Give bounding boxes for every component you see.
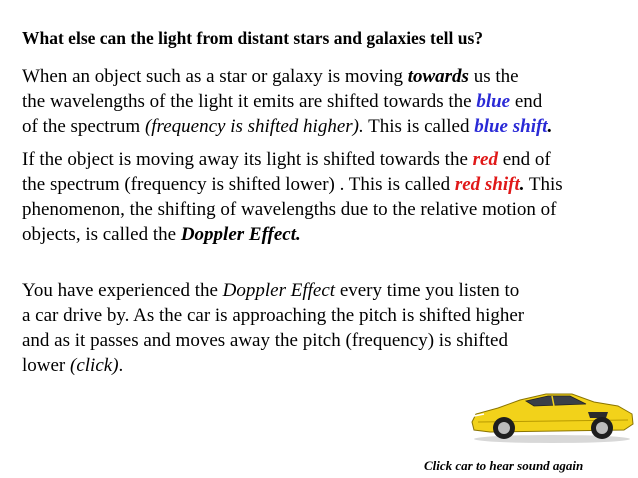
text: lower — [22, 355, 71, 376]
text: If the object is moving away its light is shifted towards the — [22, 149, 473, 170]
term-red-shift: red shift — [454, 174, 520, 195]
text: This — [524, 174, 563, 195]
text: the spectrum (frequency is shifted lower) . This is called — [22, 174, 455, 195]
click-hint: (click) — [70, 355, 119, 376]
text: phenomenon, the shifting of wavelengths due to the relative motion of — [22, 199, 557, 220]
emphasis-red: red — [472, 149, 498, 170]
term-blue-shift: blue shift — [474, 116, 548, 137]
text: every time you listen to — [335, 280, 520, 301]
emphasis-blue: blue — [476, 91, 511, 112]
text: end — [510, 91, 543, 112]
text: . — [118, 355, 124, 376]
text: the wavelengths of the light it emits are shifted towards the — [22, 91, 477, 112]
text: When an object such as a star or galaxy is moving — [22, 66, 408, 87]
text: end of — [497, 149, 551, 170]
text: . — [519, 174, 525, 195]
text: of the spectrum — [22, 116, 145, 137]
text: . — [547, 116, 553, 137]
emphasis-towards: towards — [407, 66, 469, 87]
slide-title: What else can the light from distant stars and galaxies tell us? — [22, 28, 483, 48]
text: You have experienced the — [22, 280, 223, 301]
paragraph-red-shift — [22, 147, 563, 247]
text: and as it passes and moves away the pitch (frequency) is shifted — [22, 330, 508, 351]
text: us the — [468, 66, 519, 87]
sports-car-icon[interactable] — [468, 386, 636, 444]
term-doppler-effect: Doppler Effect — [222, 280, 336, 301]
text: objects, is called the — [22, 224, 181, 245]
paragraph-car-example — [22, 278, 524, 378]
frequency-higher-note: (frequency is shifted higher). — [144, 116, 364, 137]
paragraph-blue-shift — [22, 64, 552, 139]
text: a car drive by. As the car is approaching the pitch is shifted higher — [22, 305, 525, 326]
term-doppler-effect: Doppler Effect. — [180, 224, 301, 245]
text: This is called — [363, 116, 475, 137]
replay-sound-link[interactable]: Click car to hear sound again — [424, 458, 584, 473]
